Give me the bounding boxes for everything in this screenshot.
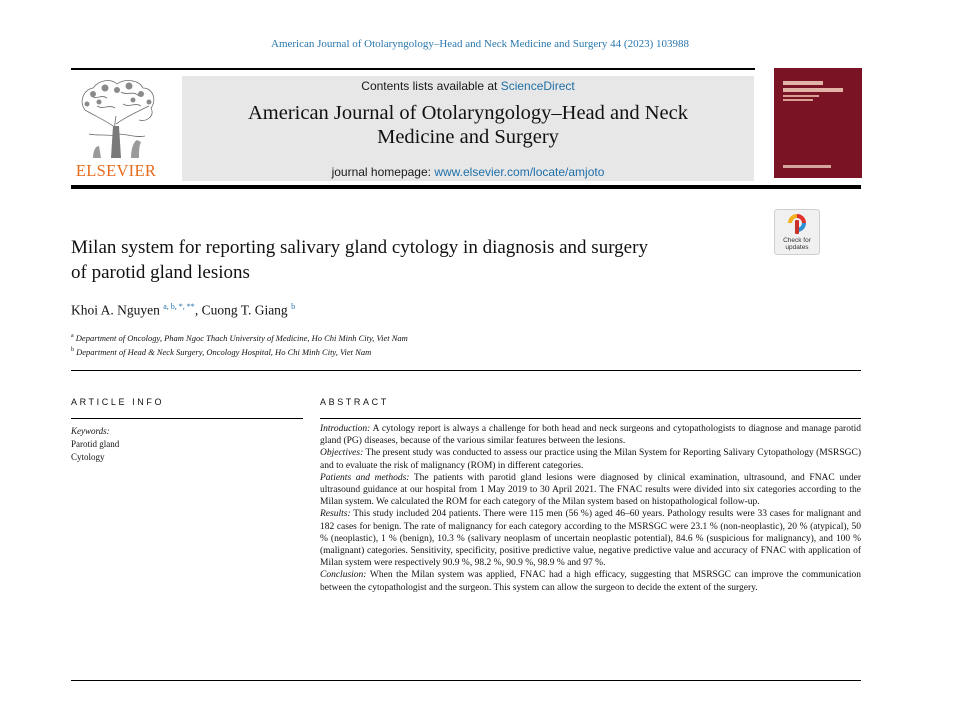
- abstract-end-rule: [71, 680, 861, 681]
- abstract-label: Patients and methods:: [320, 472, 410, 483]
- keywords-label: Keywords:: [71, 426, 110, 436]
- article-title: [71, 235, 761, 285]
- journal-cover-image[interactable]: [774, 68, 862, 178]
- check-for-updates-icon: [787, 213, 807, 235]
- author-list: [71, 302, 295, 319]
- abstract-text: The patients with parotid gland lesions were diagnosed by clinical examination, ultrasound, and FNAC under ultrasound guidance at our hospital from 1 May 2019 to 30 April 2021. The FNAC results were divided into six categories according to the Milan system. We calculated the ROM for each category of the Milan system based on histopathological follow-up.: [320, 472, 861, 508]
- cover-decoration-bar: [783, 165, 831, 168]
- abstract-label: Conclusion:: [320, 570, 367, 581]
- section-rule: [71, 370, 861, 371]
- contents-prefix: Contents lists available at: [361, 79, 501, 93]
- cover-decoration-text: [783, 81, 857, 101]
- check-line2: updates: [785, 244, 809, 251]
- abstract-label: Introduction:: [320, 424, 371, 434]
- abstract-body: [320, 423, 861, 594]
- sciencedirect-link[interactable]: ScienceDirect: [500, 79, 575, 93]
- contents-line: [182, 79, 754, 93]
- affiliation-text: Department of Oncology, Pham Ngoc Thach University of Medicine, Ho Chi Minh City, Viet Nam: [75, 333, 408, 343]
- abstract-objectives: [320, 447, 861, 471]
- homepage-prefix: journal homepage:: [331, 165, 435, 179]
- elsevier-wordmark: ELSEVIER: [75, 161, 157, 180]
- abstract-text: A cytology report is always a challenge for both head and neck surgeons and cytopathologists to diagnose and manage parotid gland (PG) diseases, because of the various similar features between the lesions.: [320, 424, 861, 447]
- affiliation-mark: a: [71, 333, 74, 340]
- article-title-line2: of parotid gland lesions: [71, 262, 250, 283]
- abstract-methods: [320, 472, 861, 509]
- keyword-item: Cytology: [71, 452, 105, 462]
- journal-homepage: [182, 165, 754, 179]
- check-line1: Check for: [783, 237, 811, 244]
- header-rule-bottom: [71, 185, 861, 189]
- keywords-block: [71, 425, 119, 464]
- affiliation-mark: b: [71, 347, 74, 354]
- affiliation-a: [71, 333, 408, 343]
- abstract-rule: [320, 418, 861, 419]
- author-name[interactable]: Khoi A. Nguyen: [71, 302, 160, 318]
- abstract-text: The present study was conducted to assess our practice using the Milan System for Reporting Salivary Cytopathology (MSRSGC) and to evaluate the risk of malignancy (ROM) in different categories.: [320, 448, 861, 471]
- author-affiliation-marks[interactable]: b: [291, 302, 296, 311]
- homepage-link[interactable]: www.elsevier.com/locate/amjoto: [434, 165, 605, 179]
- author-name[interactable]: Cuong T. Giang: [201, 302, 288, 318]
- check-for-updates-label: [775, 237, 819, 251]
- abstract-conclusion: [320, 569, 861, 593]
- check-for-updates-button[interactable]: [774, 209, 820, 255]
- keyword-item: Parotid gland: [71, 439, 120, 449]
- author-affiliation-marks[interactable]: a, b, *, **: [163, 302, 195, 311]
- article-info-heading: ARTICLE INFO: [71, 397, 165, 407]
- abstract-label: Objectives:: [320, 448, 364, 459]
- article-info-rule: [71, 418, 303, 419]
- header-rule-top: [71, 68, 755, 70]
- affiliation-b: [71, 347, 371, 357]
- journal-title: [182, 101, 754, 149]
- journal-title-line1: American Journal of Otolaryngology–Head and Neck: [247, 102, 689, 124]
- article-title-line1: Milan system for reporting salivary gland cytology in diagnosis and surgery: [71, 237, 648, 258]
- abstract-text: This study included 204 patients. There were 115 men (56 %) aged 46–60 years. Pathology results were 33 cases for malignant and 182 cases for benign. The rate of malignancy for each category according to the MSRSGC were 23.1 % (non-neoplastic), 20 % (atypical), 50 % (neoplastic), 1 % (benign), 10.3 % (salivary neoplasm of uncertain neoplastic potential), 84.6 % (suspicious for malignancy), and 100 % (malignant) categories. Sensitivity, specificity, positive predictive value, negative predictive value and accuracy of FNAC with application of Milan system were respectively 90.9 %, 98.2 %, 90.9 %, 98.9 % and 97 %.: [320, 509, 861, 569]
- affiliation-text: Department of Head & Neck Surgery, Oncology Hospital, Ho Chi Minh City, Viet Nam: [76, 347, 372, 357]
- abstract-heading: ABSTRACT: [320, 397, 389, 407]
- journal-title-line2: Medicine and Surgery: [377, 126, 559, 148]
- abstract-label: Results:: [320, 509, 351, 520]
- abstract-results: [320, 508, 861, 569]
- author-separator: ,: [194, 302, 202, 318]
- journal-citation[interactable]: American Journal of Otolaryngology–Head and Neck Medicine and Surgery 44 (2023) 103988: [271, 38, 689, 50]
- abstract-introduction: [320, 423, 861, 447]
- abstract-text: When the Milan system was applied, FNAC had a high efficacy, suggesting that MSRSGC can improve the communication between the cytopathologist and the surgeon. This system can allow the surgeon to decide the extent of the surgery.: [320, 570, 861, 593]
